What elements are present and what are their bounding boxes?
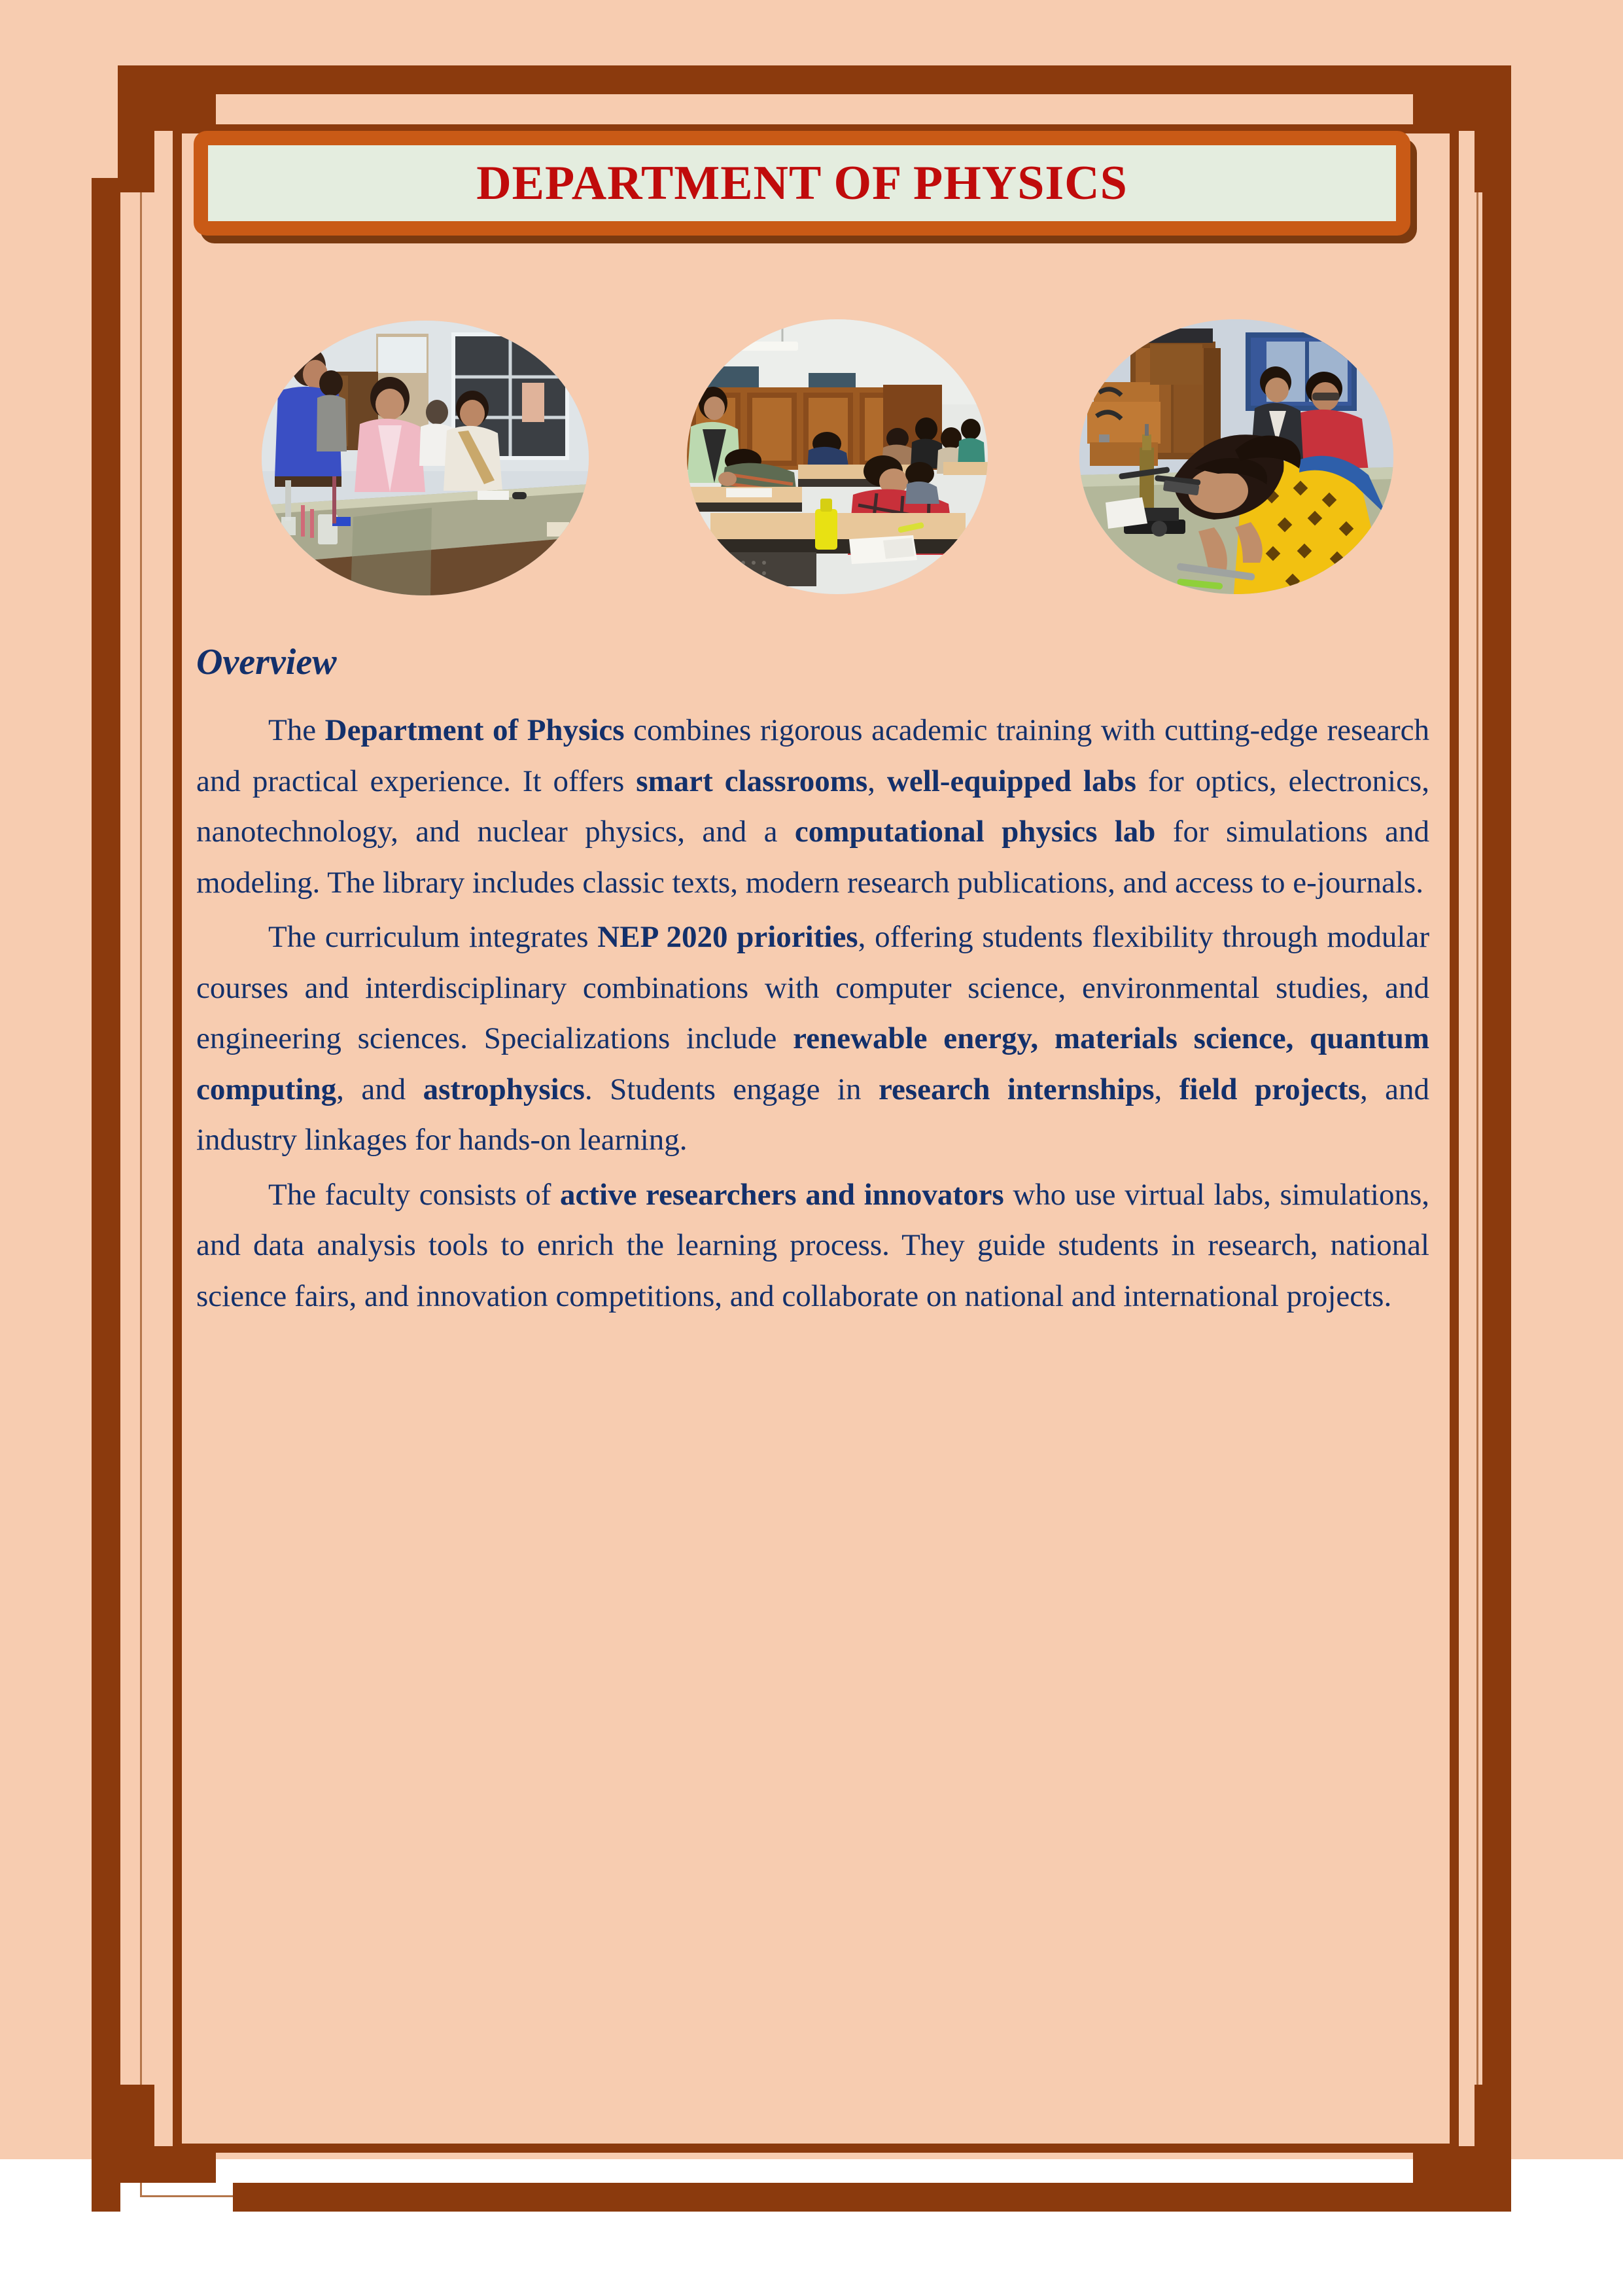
overview-paragraph-1 — [196, 705, 1429, 908]
frame-bar-left — [92, 178, 120, 2212]
emphasis-text: active researchers and innovators — [560, 1177, 1004, 1212]
frame-bar-right — [1482, 65, 1511, 2212]
title-banner — [194, 131, 1410, 236]
emphasis-text: astrophysics — [423, 1072, 585, 1106]
body-text: . Students engage in — [584, 1072, 879, 1106]
emphasis-text: well-equipped labs — [886, 764, 1136, 798]
body-text: combines rigorous academic training with cutting-edge research and practical experience. It offers — [196, 713, 1430, 798]
body-text: , offering students flexibility through modular courses and interdisciplinary combinations with computer science, environmental studies, and engineering sciences. Specializations include — [196, 920, 1429, 1056]
body-text: The — [268, 713, 325, 747]
frame-bar-top — [118, 65, 1511, 94]
body-text: , — [1154, 1072, 1179, 1106]
body-text: , and industry linkages for hands-on learning. — [196, 1072, 1429, 1157]
frame-inner-bar-right — [1450, 124, 1459, 2153]
photo-faculty-in-laboratory — [262, 321, 589, 595]
body-text: who use virtual labs, simulations, and data analysis tools to enrich the learning process. They guide students in research, national science fairs, and innovation competitions, and collaborate on national and international projects. — [196, 1177, 1429, 1314]
emphasis-text: NEP 2020 priorities — [597, 920, 858, 955]
overview-paragraph-3 — [196, 1170, 1429, 1322]
frame-bar-bottom — [233, 2183, 1511, 2212]
emphasis-text: smart classrooms — [636, 764, 868, 798]
frame-corner-bottom-left — [118, 2085, 154, 2183]
body-text: , — [867, 764, 887, 798]
body-text: , and — [336, 1072, 423, 1106]
frame-inner-bar-left — [173, 124, 182, 2153]
body-text: The faculty consists of — [268, 1177, 560, 1212]
title-plate — [208, 145, 1396, 221]
overview-paragraph-2 — [196, 912, 1429, 1166]
emphasis-text: field projects — [1179, 1072, 1360, 1106]
emphasis-text: Department of Physics — [324, 713, 625, 747]
body-text: for simulations and modeling. The library includes classic texts, modern research publications, and access to e-journals. — [196, 815, 1430, 900]
frame-inner-bar-bottom — [173, 2144, 1459, 2153]
overview-section — [196, 641, 1429, 1326]
emphasis-text: renewable energy, materials science, quantum computing — [196, 1021, 1429, 1106]
photo-student-at-optical-bench — [1079, 319, 1393, 594]
overview-heading: Overview — [196, 642, 337, 682]
frame-corner-top-left — [118, 94, 154, 192]
frame-corner-top-right — [1475, 94, 1511, 192]
emphasis-text: research internships — [878, 1072, 1155, 1106]
page-title: DEPARTMENT OF PHYSICS — [476, 156, 1128, 210]
photo-strip — [249, 308, 1426, 595]
emphasis-text: computational physics lab — [794, 815, 1156, 849]
body-text: The curriculum integrates — [268, 920, 598, 955]
body-text: for optics, electronics, nanotechnology, and nuclear physics, and a — [196, 764, 1429, 849]
photo-students-in-classroom — [687, 319, 988, 594]
frame-corner-bottom-right — [1475, 2085, 1511, 2183]
